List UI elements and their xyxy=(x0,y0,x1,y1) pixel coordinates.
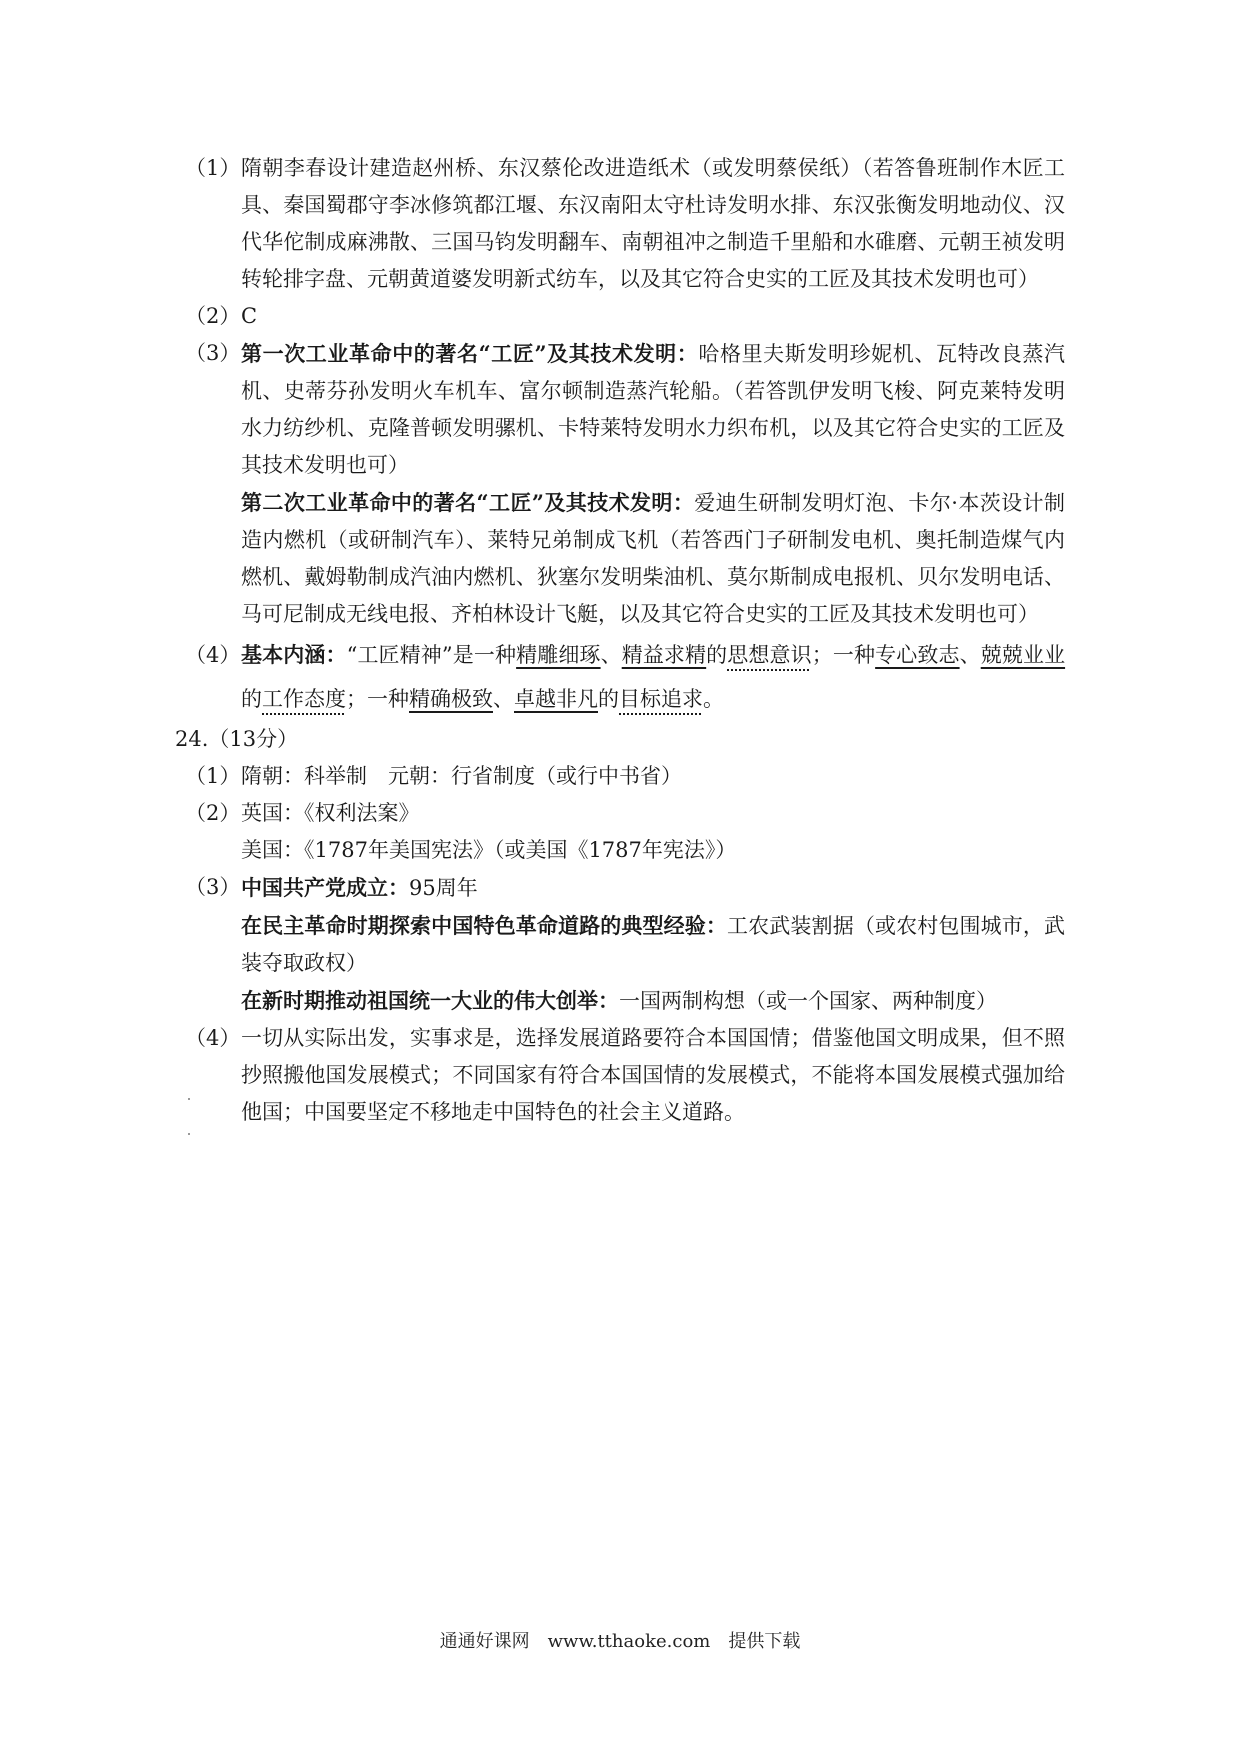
q23-part-3 xyxy=(185,335,1065,484)
revolution-experience-label: 在民主革命时期探索中国特色革命道路的典型经验： xyxy=(241,913,728,938)
q24-part-3 xyxy=(185,869,1065,907)
q24-part-3-line-1 xyxy=(241,869,1065,907)
dotted-term: 目标追求 xyxy=(619,687,703,711)
underlined-term: 专心致志 xyxy=(875,643,960,667)
revolution-experience-text: 工农武装割据（或农村包围城市，武装夺取政权） xyxy=(241,914,1066,975)
q24-part-3-number: （3） xyxy=(185,875,241,899)
text-segment: “工匠精神”是一种 xyxy=(346,643,517,667)
text-segment: 、 xyxy=(493,687,514,711)
q23-part-3-first xyxy=(241,335,1065,484)
q24-part-4 xyxy=(185,1020,1065,1131)
q24-part-4-text: 一切从实际出发，实事求是，选择发展道路要符合本国国情；借鉴他国文明成果，但不照抄照搬他国发展模式；不同国家有符合本国国情的发展模式，不能将本国发展模式强加给他国；中国要坚定不移地走中国特色的社会主义道路。 xyxy=(241,1026,1065,1124)
q24-part-2-usa: 美国：《1787年美国宪法》（或美国《1787年宪法》） xyxy=(241,838,737,862)
q24-part-1-text: 隋朝：科举制 元朝：行省制度（或行中书省） xyxy=(241,764,682,788)
q23-part-2-number: （2） xyxy=(185,304,241,328)
cpc-founding-text: 95周年 xyxy=(409,876,478,900)
q24-part-3-line-2 xyxy=(241,907,1065,982)
scan-speck xyxy=(188,1098,190,1100)
q23-part-1 xyxy=(185,150,1065,298)
underlined-term: 精益求精 xyxy=(621,643,707,667)
q23-part-2-text: C xyxy=(241,304,258,328)
underlined-term: 兢兢业业 xyxy=(980,643,1066,667)
underlined-term: 精确极致 xyxy=(409,687,493,711)
q23-part-4 xyxy=(185,633,1065,721)
reunification-text: 一国两制构想（或一个国家、两种制度） xyxy=(619,989,997,1013)
text-segment: ；一种 xyxy=(346,687,409,711)
underlined-term: 卓越非凡 xyxy=(514,687,598,711)
q23-part-3-number: （3） xyxy=(185,341,241,365)
text-segment: 。 xyxy=(703,687,724,711)
dotted-term: 思想意识 xyxy=(727,643,812,667)
cpc-founding-label: 中国共产党成立： xyxy=(241,875,409,900)
q23-part-1-text: 隋朝李春设计建造赵州桥、东汉蔡伦改进造纸术（或发明蔡侯纸）（若答鲁班制作木匠工具、秦国蜀郡守李冰修筑都江堰、东汉南阳太守杜诗发明水排、东汉张衡发明地动仪、汉代华佗制成麻沸散、三国马钧发明翻车、南朝祖冲之制造千里船和水碓磨、元朝王祯发明转轮排字盘、元朝黄道婆发明新式纺车，以及其它符合史实的工匠及其技术发明也可） xyxy=(241,156,1065,291)
scan-speck xyxy=(188,1133,190,1135)
text-segment: 的 xyxy=(598,687,619,711)
q24-part-4-number: （4） xyxy=(185,1026,241,1050)
text-segment: 、 xyxy=(600,643,622,667)
second-industrial-revolution-label: 第二次工业革命中的著名“工匠”及其技术发明： xyxy=(241,490,695,515)
dotted-term: 工作态度 xyxy=(262,687,346,711)
q24-part-2 xyxy=(185,795,1065,832)
q24-part-1-number: （1） xyxy=(185,764,241,788)
q23-part-2 xyxy=(185,298,1065,335)
q24-heading: 24.（13分） xyxy=(175,727,299,751)
q23-part-4-text xyxy=(241,633,1065,721)
text-segment: 的 xyxy=(706,643,728,667)
q23-part-3-second xyxy=(241,484,1065,633)
text-segment: 的 xyxy=(241,687,262,711)
text-segment: 、 xyxy=(959,643,981,667)
page-footer: 通通好课网 www.tthaoke.com 提供下载 xyxy=(439,1631,801,1652)
q24-part-2-number: （2） xyxy=(185,801,241,825)
q23-part-1-number: （1） xyxy=(185,156,241,180)
q24-part-1 xyxy=(185,758,1065,795)
second-industrial-revolution-text: 爱迪生研制发明灯泡、卡尔·本茨设计制造内燃机（或研制汽车）、莱特兄弟制成飞机（若答西门子研制发电机、奥托制造煤气内燃机、戴姆勒制成汽油内燃机、狄塞尔发明柴油机、莫尔斯制成电报机、贝尔发明电话、马可尼制成无线电报、齐柏林设计飞艇，以及其它符合史实的工匠及其技术发明也可） xyxy=(241,491,1065,626)
reunification-label: 在新时期推动祖国统一大业的伟大创举： xyxy=(241,988,619,1013)
first-industrial-revolution-text: 哈格里夫斯发明珍妮机、瓦特改良蒸汽机、史蒂芬孙发明火车机车、富尔顿制造蒸汽轮船。（若答凯伊发明飞梭、阿克莱特发明水力纺纱机、克隆普顿发明骡机、卡特莱特发明水力织布机，以及其它符合史实的工匠及其技术发明也可） xyxy=(241,342,1065,477)
q24-part-2-england: 英国：《权利法案》 xyxy=(241,801,420,825)
basic-connotation-label: 基本内涵： xyxy=(241,642,347,667)
q24-part-3-line-3 xyxy=(241,982,1065,1020)
q23-part-4-number: （4） xyxy=(185,643,241,667)
first-industrial-revolution-label: 第一次工业革命中的著名“工匠”及其技术发明： xyxy=(241,341,699,366)
text-segment: ；一种 xyxy=(811,643,876,667)
answer-content xyxy=(175,150,1066,1131)
underlined-term: 精雕细琢 xyxy=(516,643,601,667)
